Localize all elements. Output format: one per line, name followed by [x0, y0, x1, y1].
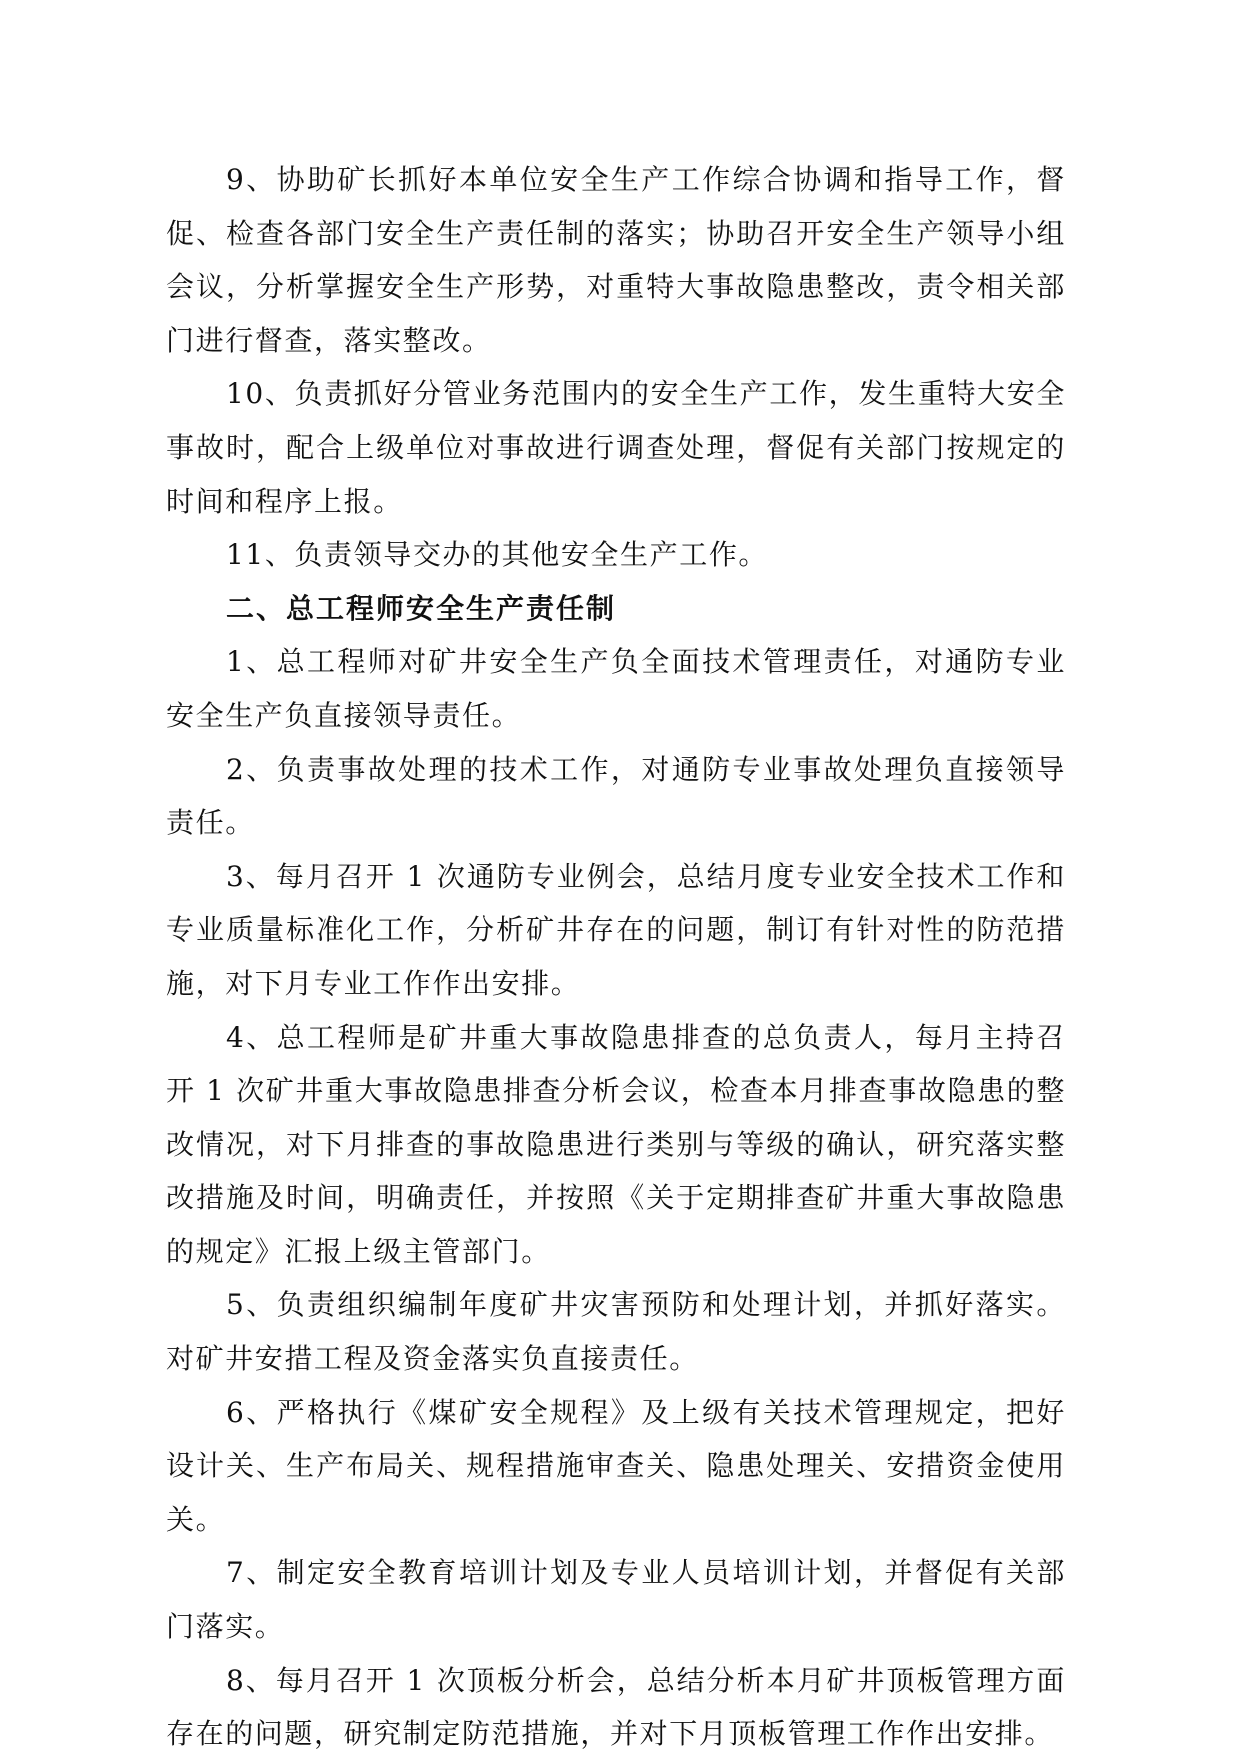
paragraph-item-2: 2、负责事故处理的技术工作，对通防专业事故处理负直接领导责任。 — [166, 752, 1066, 840]
paragraph-item-11: 11、负责领导交办的其他安全生产工作。 — [226, 538, 769, 572]
paragraph-item-5: 5、负责组织编制年度矿井灾害预防和处理计划，并抓好落实。对矿井安措工程及资金落实负直接责任。 — [166, 1288, 1066, 1376]
paragraph-item-7: 7、制定安全教育培训计划及专业人员培训计划，并督促有关部门落实。 — [166, 1556, 1066, 1644]
paragraph-item-3: 3、每月召开 1 次通防专业例会，总结月度专业安全技术工作和专业质量标准化工作，分析矿井存在的问题，制订有针对性的防范措施，对下月专业工作作出安排。 — [166, 859, 1066, 1000]
paragraph-item-1: 1、总工程师对矿井安全生产负全面技术管理责任，对通防专业安全生产负直接领导责任。 — [166, 645, 1066, 732]
section-heading: 二、总工程师安全生产责任制 — [226, 591, 617, 625]
document-body — [166, 153, 1066, 1761]
paragraph-item-10: 10、负责抓好分管业务范围内的安全生产工作，发生重特大安全事故时，配合上级单位对事故进行调查处理，督促有关部门按规定的时间和程序上报。 — [166, 377, 1066, 518]
paragraph-item-9: 9、协助矿长抓好本单位安全生产工作综合协调和指导工作，督促、检查各部门安全生产责任制的落实；协助召开安全生产领导小组会议，分析掌握安全生产形势，对重特大事故隐患整改，责令相关部门进行督查，落实整改。 — [166, 163, 1066, 357]
paragraph-item-8: 8、每月召开 1 次顶板分析会，总结分析本月矿井顶板管理方面存在的问题，研究制定防范措施，并对下月顶板管理工作作出安排。 — [166, 1663, 1066, 1751]
paragraph-item-4: 4、总工程师是矿井重大事故隐患排查的总负责人，每月主持召开 1 次矿井重大事故隐患排查分析会议，检查本月排查事故隐患的整改情况，对下月排查的事故隐患进行类别与等级的确认，研究落实整改措施及时间，明确责任，并按照《关于定期排查矿井重大事故隐患的规定》汇报上级主管部门。 — [166, 1020, 1066, 1268]
paragraph-item-6: 6、严格执行《煤矿安全规程》及上级有关技术管理规定，把好设计关、生产布局关、规程措施审查关、隐患处理关、安措资金使用关。 — [166, 1395, 1066, 1536]
